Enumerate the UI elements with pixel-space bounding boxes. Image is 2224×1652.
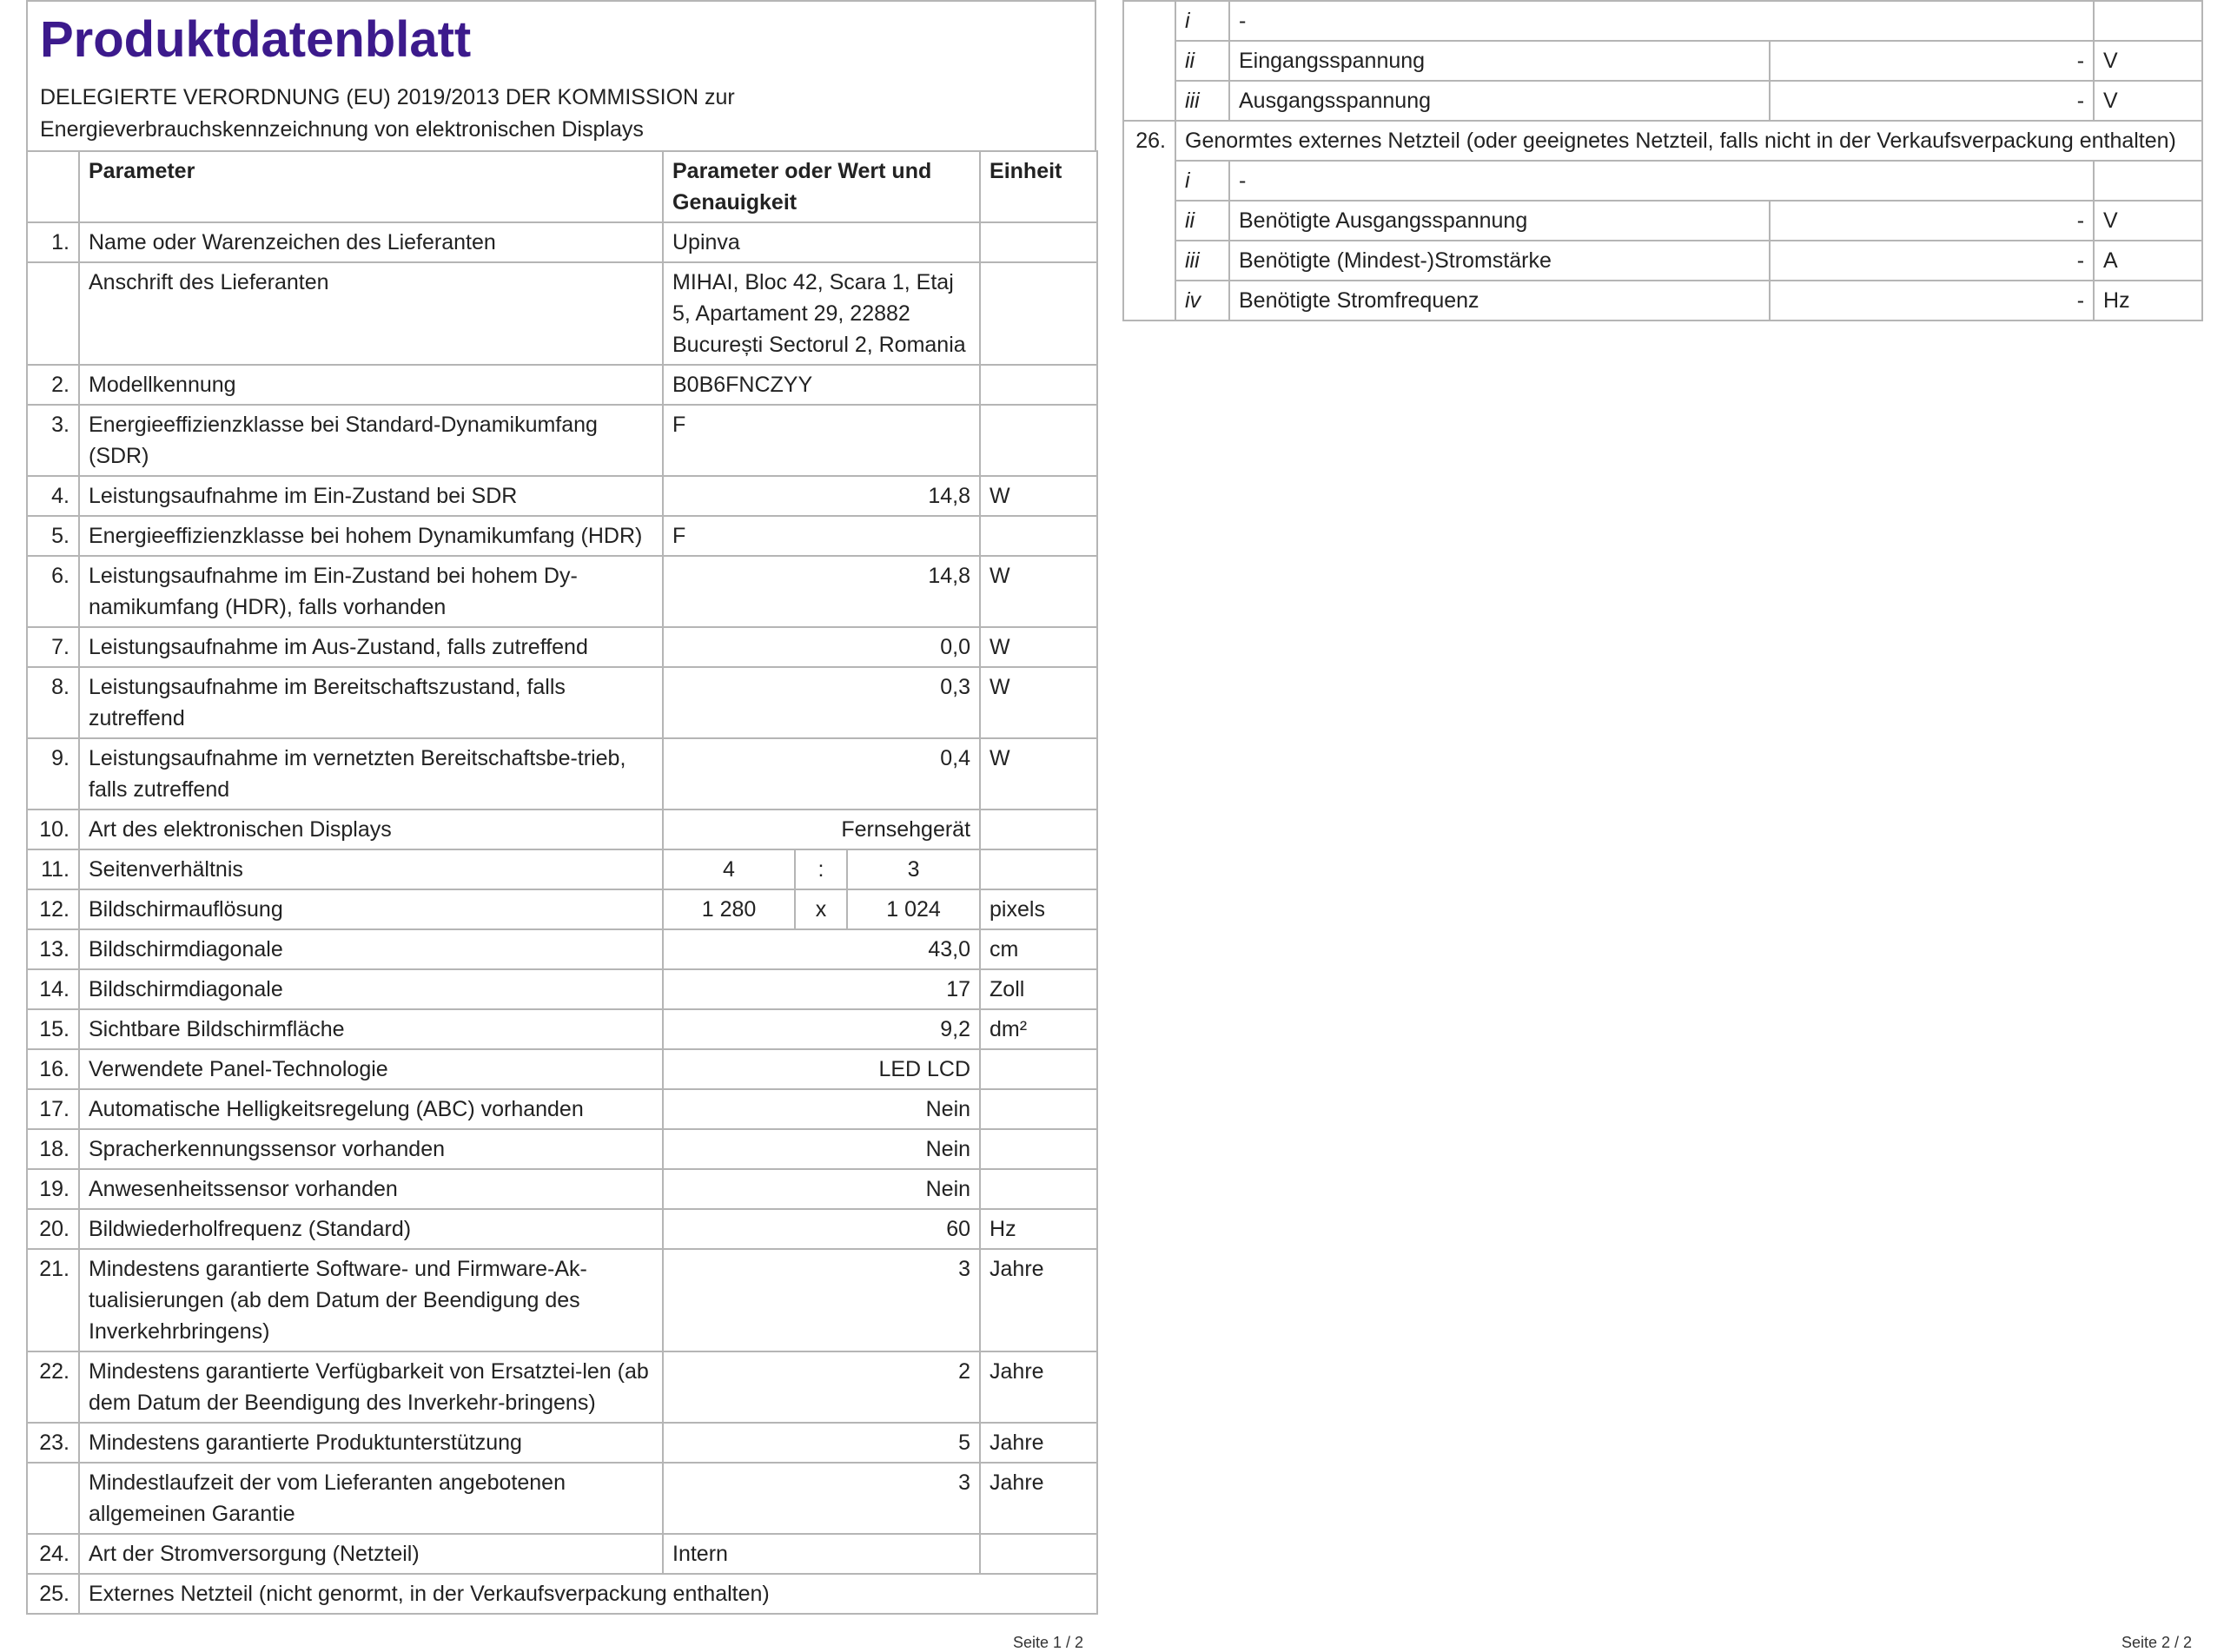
row-parameter: Anschrift des Lieferanten xyxy=(79,262,663,365)
table-row xyxy=(27,476,1097,516)
row-parameter: Bildschirmdiagonale xyxy=(79,969,663,1009)
sub-index: i xyxy=(1175,1,1229,41)
row-number: 11. xyxy=(27,849,79,889)
table-row xyxy=(27,222,1097,262)
row-number: 8. xyxy=(27,667,79,738)
row-unit xyxy=(980,405,1097,476)
row-unit xyxy=(2094,161,2202,201)
row-parameter: Name oder Warenzeichen des Lieferanten xyxy=(79,222,663,262)
header-parameter: Parameter xyxy=(79,151,663,222)
sub-parameter: Benötigte (Mindest-)Stromstärke xyxy=(1229,241,1770,281)
sub-row xyxy=(1123,161,2202,201)
row-number: 17. xyxy=(27,1089,79,1129)
sub-index: iii xyxy=(1175,241,1229,281)
row-value: 43,0 xyxy=(663,929,980,969)
row-unit xyxy=(2094,1,2202,41)
product-data-table-continued xyxy=(1122,0,2203,321)
row-number: 24. xyxy=(27,1534,79,1574)
sub-value: - xyxy=(1770,201,2094,241)
table-row xyxy=(27,1574,1097,1614)
row-number: 14. xyxy=(27,969,79,1009)
table-row xyxy=(27,1169,1097,1209)
row-parameter: Leistungsaufnahme im Ein-Zustand bei hohem Dy-namikumfang (HDR), falls vorhanden xyxy=(79,556,663,627)
row-value: 14,8 xyxy=(663,556,980,627)
row-number xyxy=(1123,241,1175,281)
page-number-2: Seite 2 / 2 xyxy=(2121,1634,2193,1651)
row-number: 21. xyxy=(27,1249,79,1351)
table-row xyxy=(27,969,1097,1009)
row-value: MIHAI, Bloc 42, Scara 1, Etaj 5, Apartament 29, 22882 București Sectorul 2, Romania xyxy=(663,262,980,365)
sub-unit: A xyxy=(2094,241,2202,281)
row-value: F xyxy=(663,516,980,556)
regulation-line-1: DELEGIERTE VERORDNUNG (EU) 2019/2013 DER KOMMISSION zur xyxy=(40,85,735,109)
row-unit xyxy=(980,1169,1097,1209)
sub-unit: V xyxy=(2094,81,2202,121)
aspect-ratio-width: 4 xyxy=(663,849,795,889)
resolution-height: 1 024 xyxy=(847,889,980,929)
row-unit: Zoll xyxy=(980,969,1097,1009)
row-unit xyxy=(980,809,1097,849)
sub-parameter: - xyxy=(1229,1,2094,41)
table-row xyxy=(27,738,1097,809)
row-parameter: Leistungsaufnahme im Aus-Zustand, falls zutreffend xyxy=(79,627,663,667)
row-number: 26. xyxy=(1123,121,1175,161)
row-number: 12. xyxy=(27,889,79,929)
row-unit: pixels xyxy=(980,889,1097,929)
sub-value: - xyxy=(1770,281,2094,320)
row-value: LED LCD xyxy=(663,1049,980,1089)
sub-parameter: Eingangsspannung xyxy=(1229,41,1770,81)
sub-parameter: - xyxy=(1229,161,2094,201)
table-row xyxy=(27,627,1097,667)
row-number: 25. xyxy=(27,1574,79,1614)
table-row xyxy=(27,262,1097,365)
row-unit xyxy=(980,262,1097,365)
sub-row xyxy=(1123,201,2202,241)
header-unit: Einheit xyxy=(980,151,1097,222)
row-number: 5. xyxy=(27,516,79,556)
table-row xyxy=(27,1089,1097,1129)
row-parameter: Anwesenheitssensor vorhanden xyxy=(79,1169,663,1209)
sub-index: ii xyxy=(1175,41,1229,81)
table-row xyxy=(27,1423,1097,1463)
table-row xyxy=(27,1534,1097,1574)
row-number: 16. xyxy=(27,1049,79,1089)
row-unit: Jahre xyxy=(980,1249,1097,1351)
row-parameter: Leistungsaufnahme im Ein-Zustand bei SDR xyxy=(79,476,663,516)
table-header-row xyxy=(27,151,1097,222)
row-value: 5 xyxy=(663,1423,980,1463)
row-unit: cm xyxy=(980,929,1097,969)
row-unit: W xyxy=(980,667,1097,738)
sub-value: - xyxy=(1770,241,2094,281)
row-unit xyxy=(980,365,1097,405)
row-value: B0B6FNCZYY xyxy=(663,365,980,405)
table-row xyxy=(27,1009,1097,1049)
row-value: Upinva xyxy=(663,222,980,262)
row-unit: Hz xyxy=(980,1209,1097,1249)
row-value: 14,8 xyxy=(663,476,980,516)
row-unit xyxy=(980,1129,1097,1169)
row-number xyxy=(1123,201,1175,241)
row-number: 4. xyxy=(27,476,79,516)
table-row xyxy=(27,516,1097,556)
row-parameter: Energieeffizienzklasse bei hohem Dynamikumfang (HDR) xyxy=(79,516,663,556)
row-number: 18. xyxy=(27,1129,79,1169)
row-unit: W xyxy=(980,738,1097,809)
table-row xyxy=(27,365,1097,405)
row-parameter: Art des elektronischen Displays xyxy=(79,809,663,849)
sub-row xyxy=(1123,81,2202,121)
row-parameter: Leistungsaufnahme im Bereitschaftszustand, falls zutreffend xyxy=(79,667,663,738)
sub-parameter: Benötigte Stromfrequenz xyxy=(1229,281,1770,320)
row-number: 9. xyxy=(27,738,79,809)
sub-index: ii xyxy=(1175,201,1229,241)
row-value: 9,2 xyxy=(663,1009,980,1049)
row-value: 17 xyxy=(663,969,980,1009)
row-parameter: Mindestens garantierte Verfügbarkeit von Ersatztei-len (ab dem Datum der Beendigung des Inverkehr-bringens) xyxy=(79,1351,663,1423)
row-parameter: Art der Stromversorgung (Netzteil) xyxy=(79,1534,663,1574)
table-row xyxy=(27,849,1097,889)
row-number xyxy=(27,262,79,365)
row-number xyxy=(1123,1,1175,41)
row-value: Nein xyxy=(663,1169,980,1209)
row-unit xyxy=(980,516,1097,556)
row-parameter: Leistungsaufnahme im vernetzten Bereitschaftsbe-trieb, falls zutreffend xyxy=(79,738,663,809)
row-number: 15. xyxy=(27,1009,79,1049)
sub-index: i xyxy=(1175,161,1229,201)
row-unit: dm² xyxy=(980,1009,1097,1049)
row-unit: W xyxy=(980,476,1097,516)
row-parameter: Energieeffizienzklasse bei Standard-Dynamikumfang (SDR) xyxy=(79,405,663,476)
row-unit xyxy=(980,849,1097,889)
sub-value: - xyxy=(1770,41,2094,81)
regulation-line-2: Energieverbrauchskennzeichnung von elektronischen Displays xyxy=(40,117,644,142)
row-number xyxy=(1123,81,1175,121)
product-data-table xyxy=(26,150,1098,1615)
page-number-1: Seite 1 / 2 xyxy=(1013,1634,1084,1651)
row-parameter: Sichtbare Bildschirmfläche xyxy=(79,1009,663,1049)
sub-row xyxy=(1123,241,2202,281)
row-unit xyxy=(980,1089,1097,1129)
row-value: 0,3 xyxy=(663,667,980,738)
aspect-ratio-height: 3 xyxy=(847,849,980,889)
row-parameter: Bildschirmauflösung xyxy=(79,889,663,929)
table-row xyxy=(27,889,1097,929)
row-parameter: Genormtes externes Netzteil (oder geeignetes Netzteil, falls nicht in der Verkaufsverpackung enthalten) xyxy=(1175,121,2202,161)
row-unit xyxy=(980,222,1097,262)
row-value: Fernsehgerät xyxy=(663,809,980,849)
row-parameter: Mindestens garantierte Produktunterstützung xyxy=(79,1423,663,1463)
row-parameter: Modellkennung xyxy=(79,365,663,405)
resolution-width: 1 280 xyxy=(663,889,795,929)
row-number: 1. xyxy=(27,222,79,262)
row-number: 7. xyxy=(27,627,79,667)
sub-unit: V xyxy=(2094,201,2202,241)
row-number: 23. xyxy=(27,1423,79,1463)
sub-row xyxy=(1123,281,2202,320)
row-unit xyxy=(980,1049,1097,1089)
row-parameter: Automatische Helligkeitsregelung (ABC) vorhanden xyxy=(79,1089,663,1129)
row-unit: Jahre xyxy=(980,1351,1097,1423)
table-row xyxy=(27,809,1097,849)
table-row xyxy=(27,1463,1097,1534)
table-row xyxy=(27,1129,1097,1169)
table-row xyxy=(27,667,1097,738)
row-unit: W xyxy=(980,627,1097,667)
aspect-ratio-separator: : xyxy=(795,849,847,889)
row-number: 3. xyxy=(27,405,79,476)
row-value: 3 xyxy=(663,1463,980,1534)
row-value: 0,0 xyxy=(663,627,980,667)
row-number: 20. xyxy=(27,1209,79,1249)
row-unit: Jahre xyxy=(980,1463,1097,1534)
row-value: 3 xyxy=(663,1249,980,1351)
row-unit: Jahre xyxy=(980,1423,1097,1463)
datasheet-page-1 xyxy=(26,0,1096,1615)
row-number xyxy=(1123,41,1175,81)
resolution-separator: x xyxy=(795,889,847,929)
row-number xyxy=(1123,281,1175,320)
row-parameter: Mindestlaufzeit der vom Lieferanten angebotenen allgemeinen Garantie xyxy=(79,1463,663,1534)
table-row xyxy=(27,405,1097,476)
table-row xyxy=(27,1351,1097,1423)
datasheet-header xyxy=(26,0,1096,150)
row-number: 22. xyxy=(27,1351,79,1423)
page-title: Produktdatenblatt xyxy=(40,11,472,68)
table-row xyxy=(27,1209,1097,1249)
row-number: 13. xyxy=(27,929,79,969)
sub-parameter: Benötigte Ausgangsspannung xyxy=(1229,201,1770,241)
row-number: 2. xyxy=(27,365,79,405)
row-value: Intern xyxy=(663,1534,980,1574)
row-value: 60 xyxy=(663,1209,980,1249)
row-number: 19. xyxy=(27,1169,79,1209)
row-parameter: Verwendete Panel-Technologie xyxy=(79,1049,663,1089)
row-number xyxy=(1123,161,1175,201)
sub-parameter: Ausgangsspannung xyxy=(1229,81,1770,121)
row-parameter: Externes Netzteil (nicht genormt, in der Verkaufsverpackung enthalten) xyxy=(79,1574,1097,1614)
row-value: Nein xyxy=(663,1129,980,1169)
sub-index: iii xyxy=(1175,81,1229,121)
sub-row xyxy=(1123,41,2202,81)
row-value: 0,4 xyxy=(663,738,980,809)
sub-value: - xyxy=(1770,81,2094,121)
row-number: 6. xyxy=(27,556,79,627)
table-row xyxy=(1123,121,2202,161)
row-parameter: Spracherkennungssensor vorhanden xyxy=(79,1129,663,1169)
sub-unit: V xyxy=(2094,41,2202,81)
row-value: 2 xyxy=(663,1351,980,1423)
sub-index: iv xyxy=(1175,281,1229,320)
sub-unit: Hz xyxy=(2094,281,2202,320)
table-row xyxy=(27,556,1097,627)
row-unit xyxy=(980,1534,1097,1574)
header-number-cell xyxy=(27,151,79,222)
table-row xyxy=(27,1049,1097,1089)
sub-row xyxy=(1123,1,2202,41)
header-value: Parameter oder Wert und Genauigkeit xyxy=(663,151,980,222)
table-row xyxy=(27,1249,1097,1351)
row-parameter: Mindestens garantierte Software- und Firmware-Ak-tualisierungen (ab dem Datum der Beendigung des Inverkehrbringens) xyxy=(79,1249,663,1351)
row-unit: W xyxy=(980,556,1097,627)
row-number xyxy=(27,1463,79,1534)
datasheet-page-2 xyxy=(1122,0,2201,321)
row-value: F xyxy=(663,405,980,476)
row-value: Nein xyxy=(663,1089,980,1129)
table-row xyxy=(27,929,1097,969)
row-parameter: Bildschirmdiagonale xyxy=(79,929,663,969)
row-parameter: Bildwiederholfrequenz (Standard) xyxy=(79,1209,663,1249)
row-parameter: Seitenverhältnis xyxy=(79,849,663,889)
row-number: 10. xyxy=(27,809,79,849)
